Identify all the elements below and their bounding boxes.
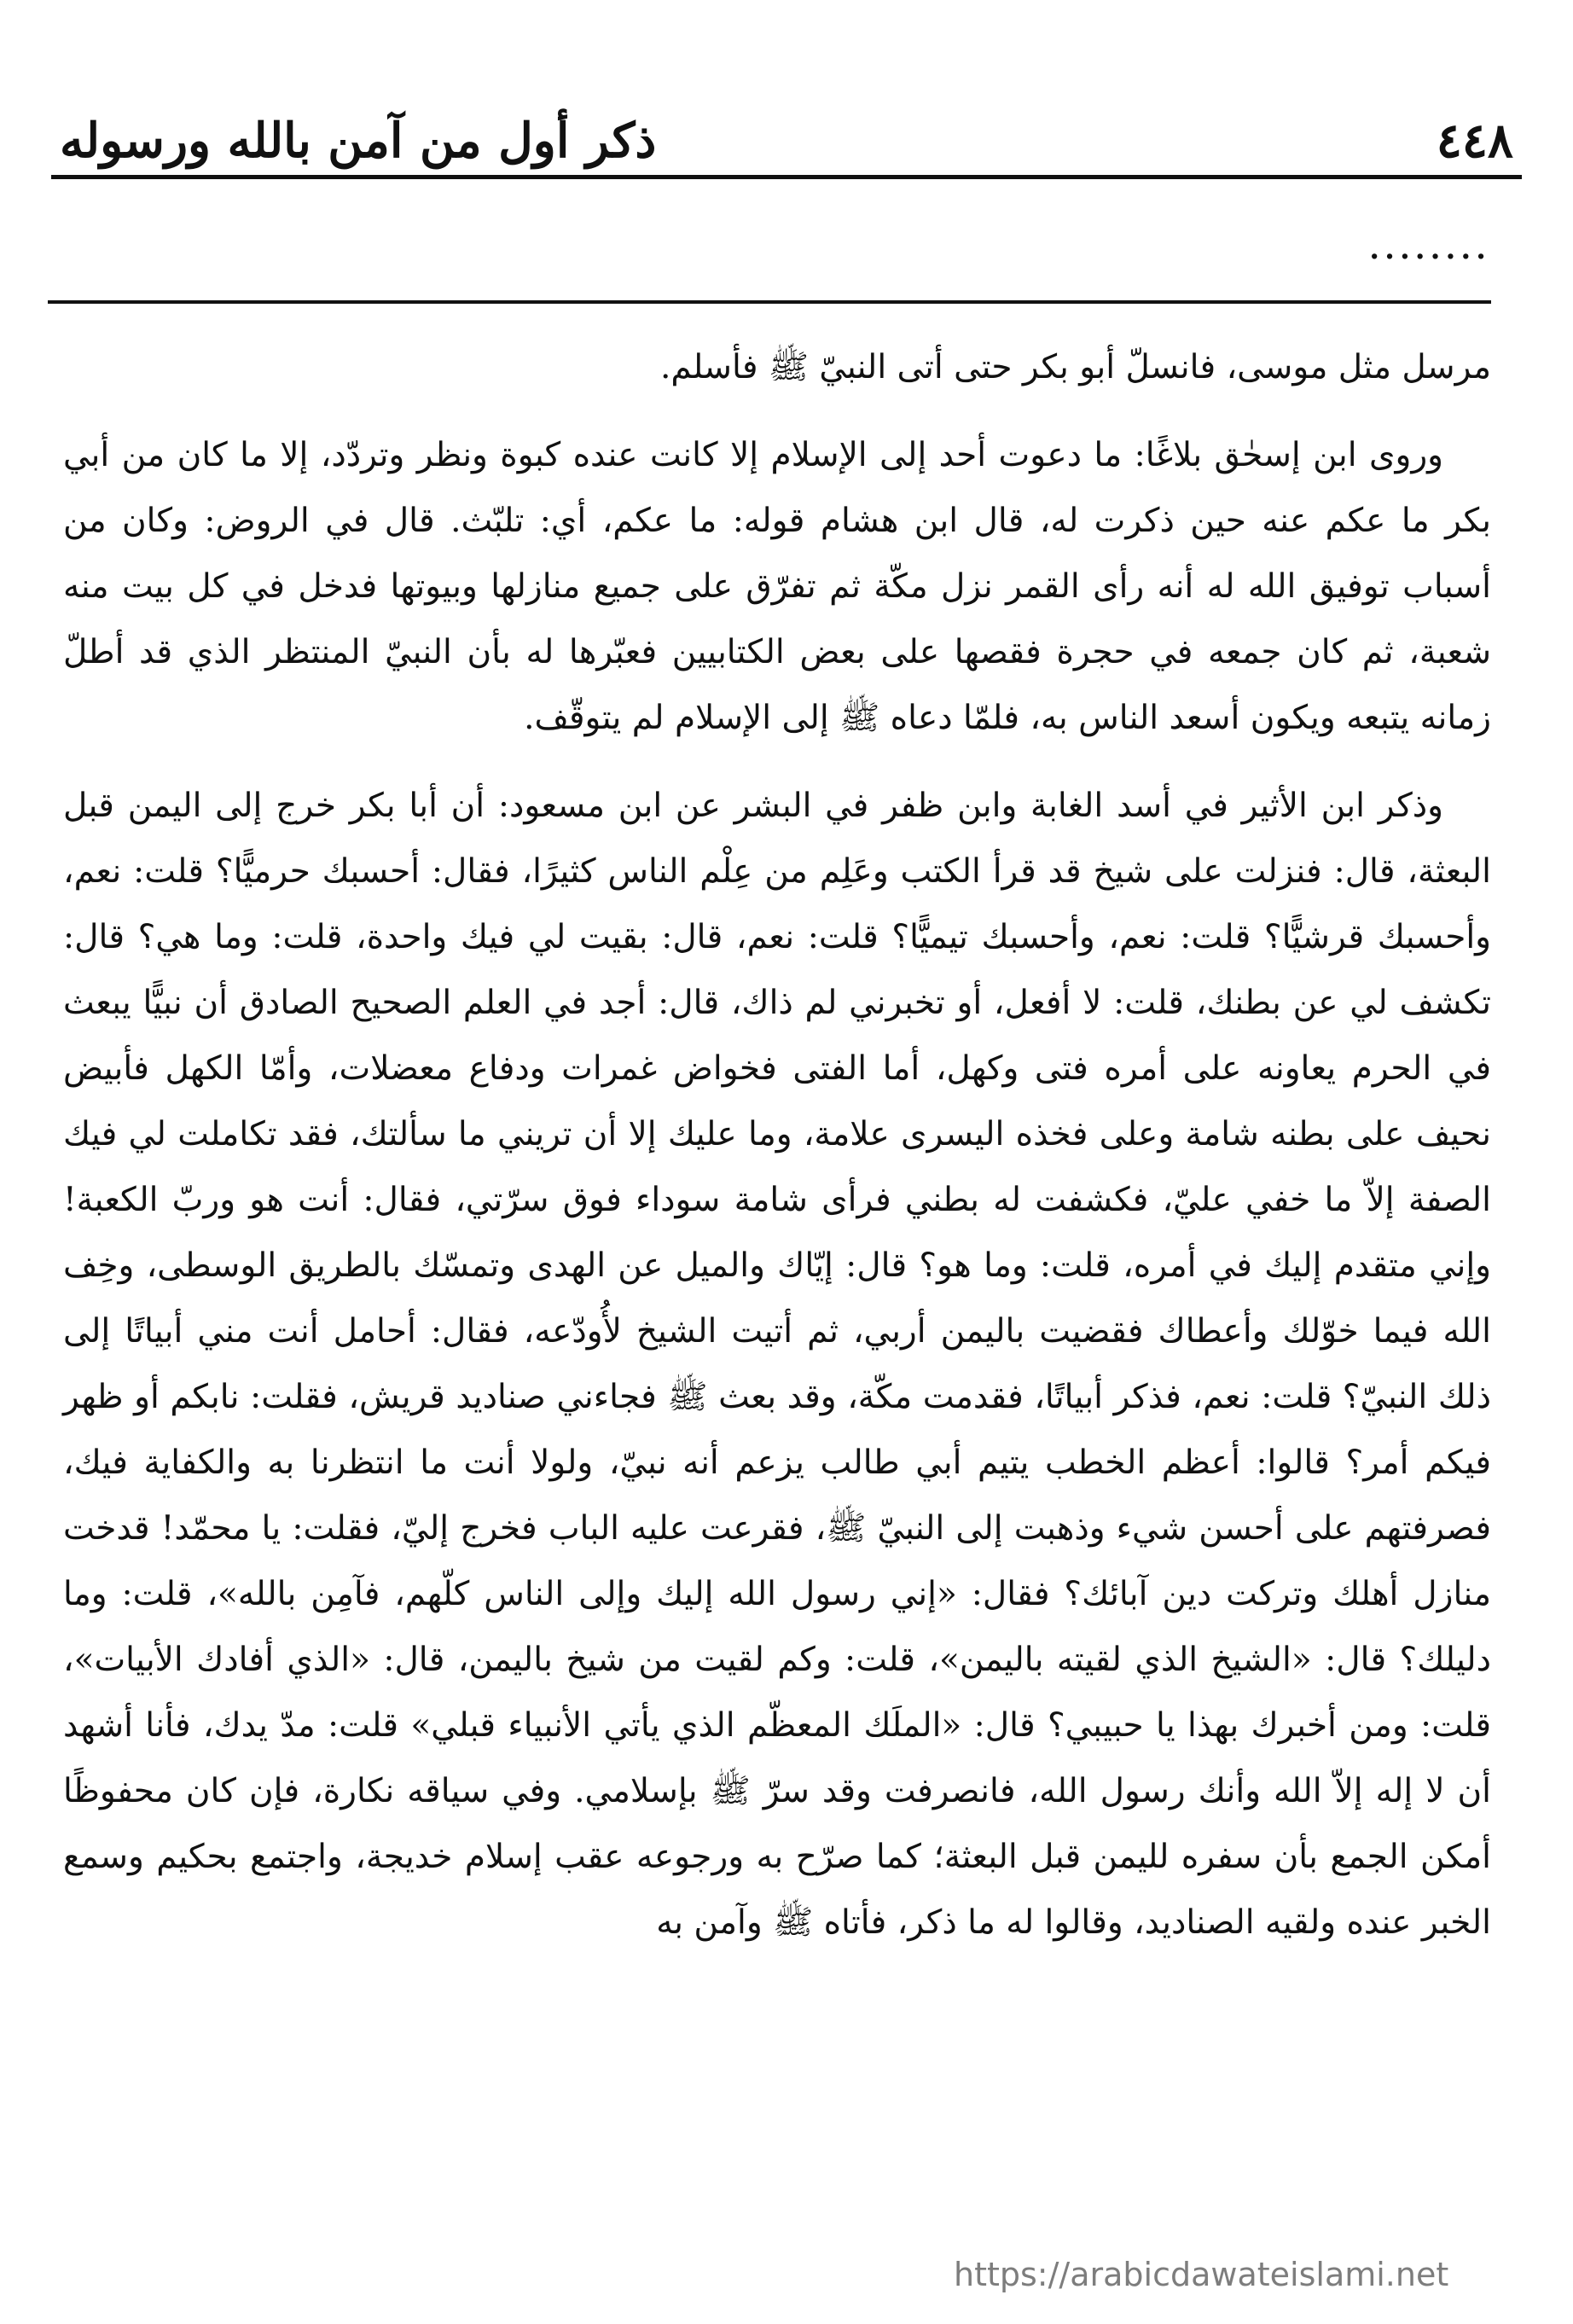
page-header — [60, 75, 1513, 169]
watermark-url: https://arabicdawateislami.net — [954, 2256, 1449, 2293]
header-rule — [51, 175, 1522, 179]
page-number: ٤٤٨ — [1436, 113, 1513, 169]
page-body — [63, 334, 1491, 1955]
running-title: ذكر أول من آمن بالله ورسوله — [60, 113, 657, 169]
paragraph-1: مرسل مثل موسى، فانسلّ أبو بكر حتى أتى النبيّ ﷺ فأسلم. — [660, 348, 1491, 386]
separator-dots: ........ — [1369, 232, 1491, 266]
paragraph-2: وروى ابن إسحٰق بلاغًا: ما دعوت أحد إلى الإسلام إلا كانت عنده كبوة ونظر وتردّد، إلا ما كان من أبي بكر ما عكم عنه حين ذكرت له، قال ابن هشام قوله: ما عكم، أي: تلبّث. قال في الروض: وكان من أسباب توفيق الله له أنه رأى القمر نزل مكّة ثم تفرّق على جميع منازلها وبيوتها فدخل في كل بيت منه شعبة، ثم كان جمعه في حجرة فقصها على بعض الكتابيين فعبّرها له بأن النبيّ المنتظر الذي قد أطلّ زمانه يتبعه ويكون أسعد الناس به، فلمّا دعاه ﷺ إلى الإسلام لم يتوقّف. — [63, 436, 1491, 737]
section-rule — [48, 300, 1491, 304]
paragraph-3: وذكر ابن الأثير في أسد الغابة وابن ظفر في البشر عن ابن مسعود: أن أبا بكر خرج إلى اليمن قبل البعثة، قال: فنزلت على شيخ قد قرأ الكتب وعَلِم من عِلْم الناس كثيرًا، فقال: أحسبك حرميًّا؟ قلت: نعم، وأحسبك قرشيًّا؟ قلت: نعم، وأحسبك تيميًّا؟ قلت: نعم، قال: بقيت لي فيك واحدة، قلت: وما هي؟ قال: تكشف لي عن بطنك، قلت: لا أفعل، أو تخبرني لم ذاك، قال: أجد في العلم الصحيح الصادق أن نبيًّا يبعث في الحرم يعاونه على أمره فتى وكهل، أما الفتى فخواض غمرات ودفاع معضلات، وأمّا الكهل فأبيض نحيف على بطنه شامة وعلى فخذه اليسرى علامة، وما عليك إلا أن تريني ما سألتك، فقد تكاملت لي فيك الصفة إلاّ ما خفي عليّ، فكشفت له بطني فرأى شامة سوداء فوق سرّتي، فقال: أنت هو وربّ الكعبة! وإني متقدم إليك في أمره، قلت: وما هو؟ قال: إيّاك والميل عن الهدى وتمسّك بالطريق الوسطى، وخِف الله فيما خوّلك وأعطاك فقضيت باليمن أربي، ثم أتيت الشيخ لأُودّعه، فقال: أحامل أنت مني أبياتًا إلى ذلك النبيّ؟ قلت: نعم، فذكر أبياتًا، فقدمت مكّة، وقد بعث ﷺ فجاءني صناديد قريش، فقلت: نابكم أو ظهر فيكم أمر؟ قالوا: أعظم الخطب يتيم أبي طالب يزعم أنه نبيّ، ولولا أنت ما انتظرنا به والكفاية فيك، فصرفتهم على أحسن شيء وذهبت إلى النبيّ ﷺ، فقرعت عليه الباب فخرج إليّ، فقلت: يا محمّد! قدخت منازل أهلك وتركت دين آبائك؟ فقال: «إني رسول الله إليك وإلى الناس كلّهم، فآمِن بالله»، قلت: وما دليلك؟ قال: «الشيخ الذي لقيته باليمن»، قلت: وكم لقيت من شيخ باليمن، قال: «الذي أفادك الأبيات»، قلت: ومن أخبرك بهذا يا حبيبي؟ قال: «الملَك المعظّم الذي يأتي الأنبياء قبلي» قلت: مدّ يدك، فأنا أشهد أن لا إله إلاّ الله وأنك رسول الله، فانصرفت وقد سرّ ﷺ بإسلامي. وفي سياقه نكارة، فإن كان محفوظًا أمكن الجمع بأن سفره لليمن قبل البعثة؛ كما صرّح به ورجوعه عقب إسلام خديجة، واجتمع بحكيم وسمع الخبر عنده ولقيه الصناديد، وقالوا له ما ذكر، فأتاه ﷺ وآمن به — [63, 787, 1491, 1942]
